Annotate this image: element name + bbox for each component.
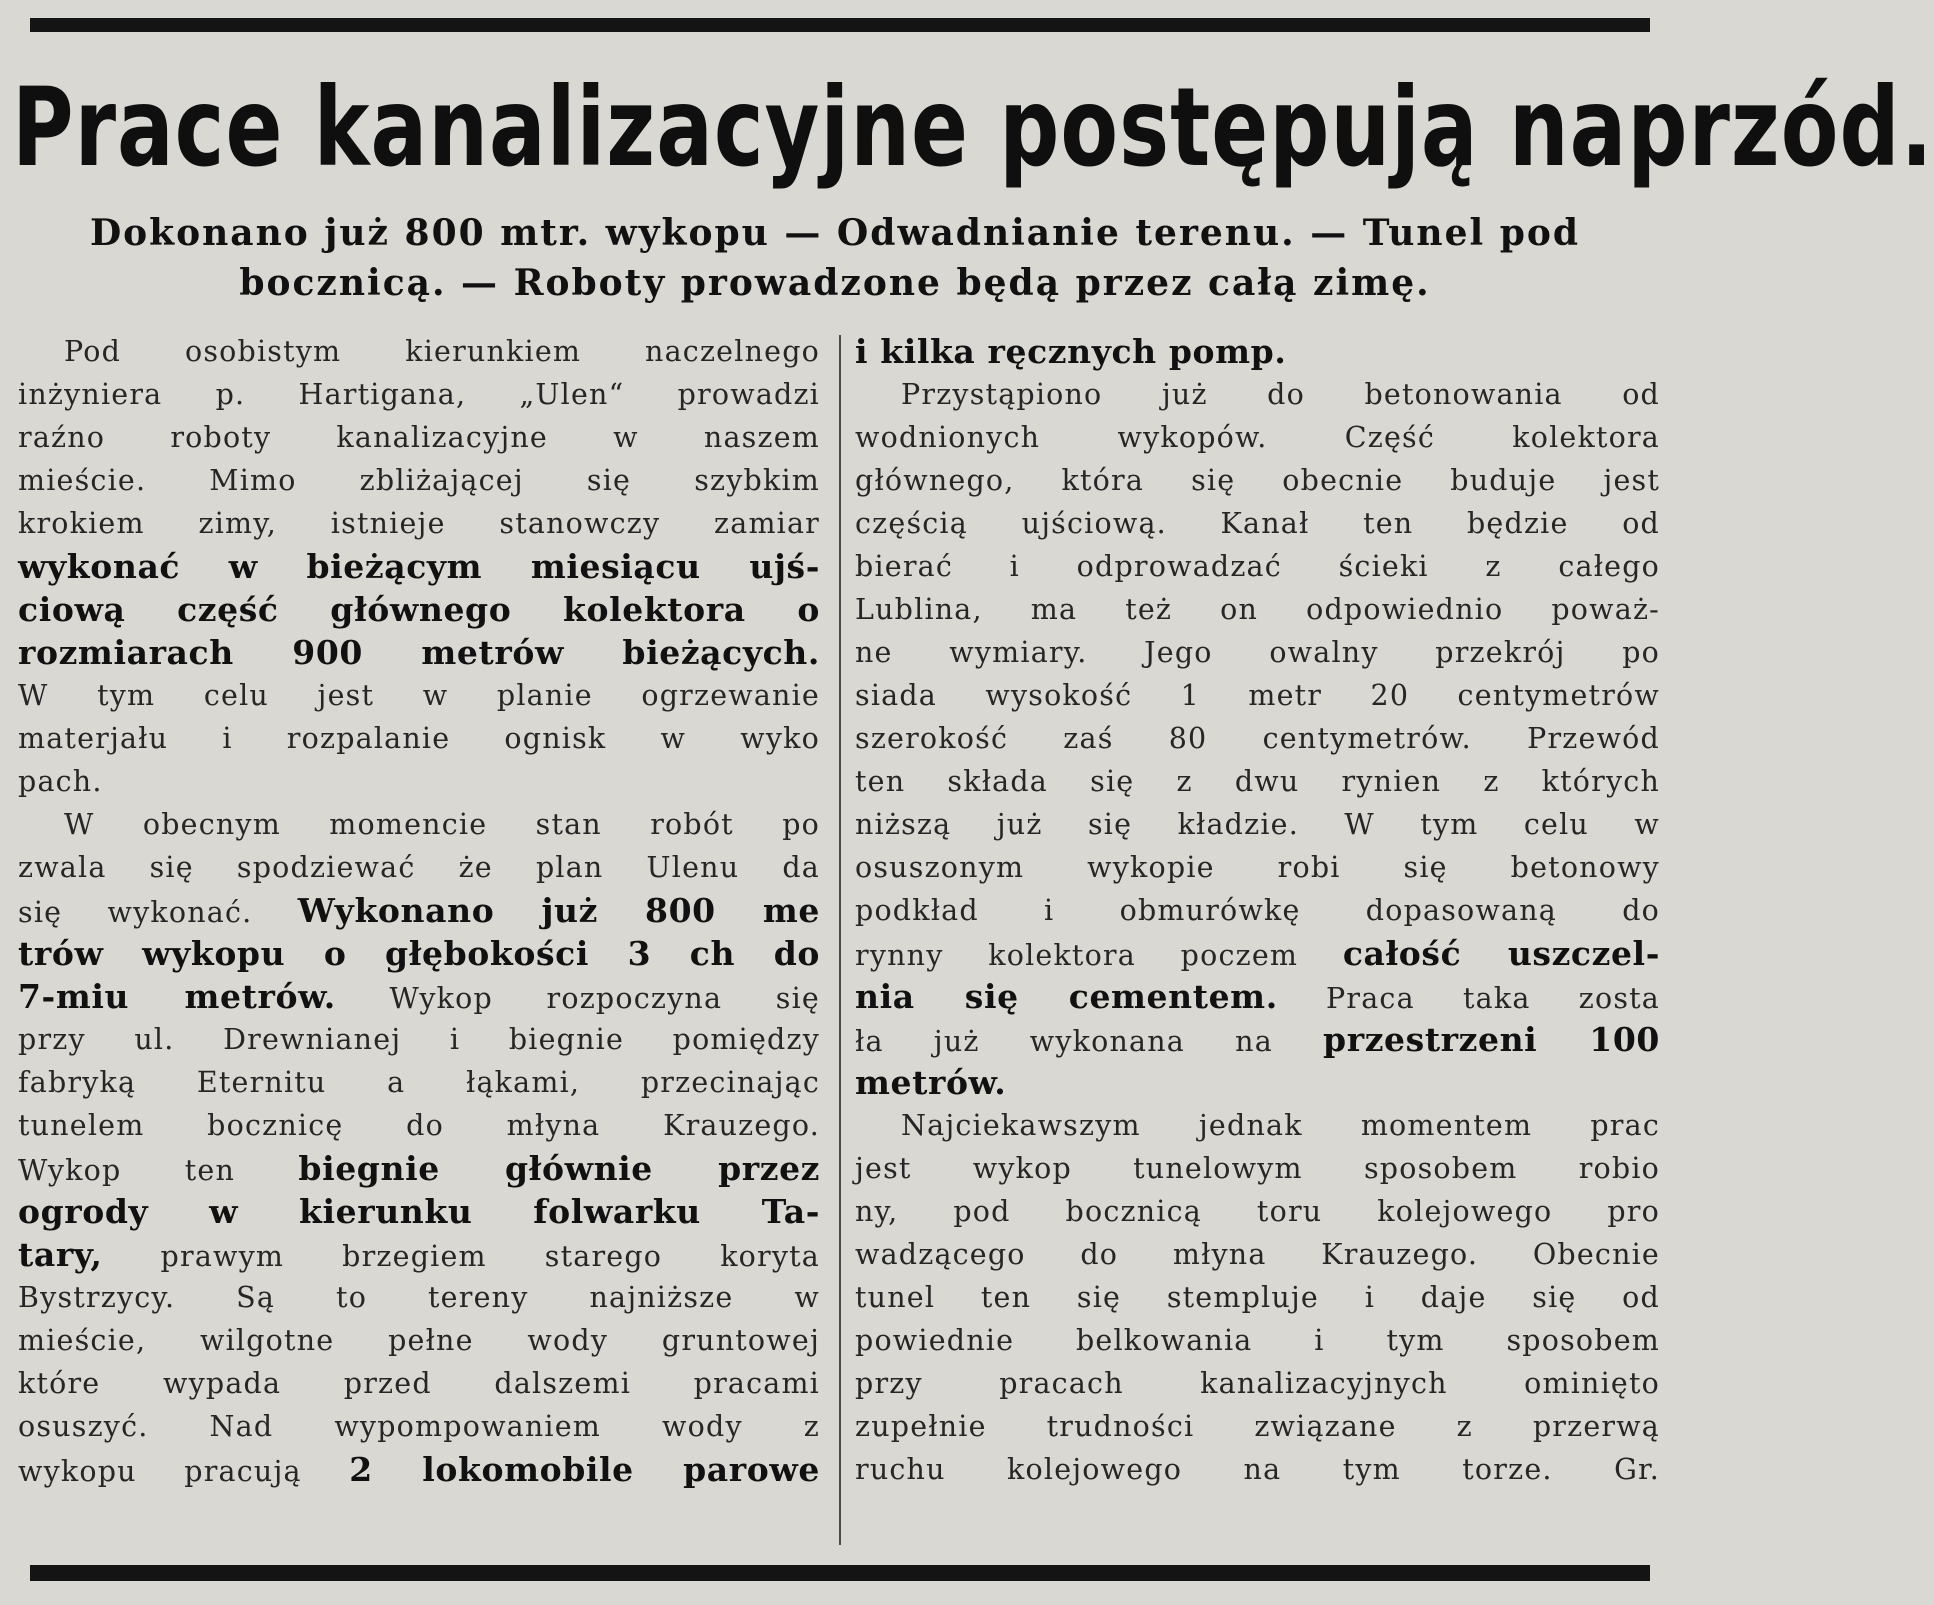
bold-text: nia się cementem.	[855, 977, 1278, 1016]
text-line	[18, 1147, 820, 1190]
text-line	[18, 631, 820, 674]
column-divider	[839, 335, 841, 1545]
text-line	[855, 846, 1660, 889]
text-line	[855, 1061, 1660, 1104]
body-text: jest wykop tunelowym sposobem robio	[855, 1152, 1660, 1185]
text-line	[18, 330, 820, 373]
text-line	[855, 803, 1660, 846]
body-text: fabryką Eternitu a łąkami, przecinając	[18, 1066, 820, 1099]
text-line	[855, 932, 1660, 975]
text-line	[855, 760, 1660, 803]
top-rule	[30, 18, 1650, 32]
text-line	[18, 674, 820, 717]
bold-text: trów wykopu o głębokości 3 ch do	[18, 934, 820, 973]
text-line	[855, 545, 1660, 588]
bold-text: przestrzeni 100	[1323, 1020, 1660, 1059]
text-line	[18, 1276, 820, 1319]
text-line	[18, 975, 820, 1018]
body-text: przy pracach kanalizacyjnych ominięto	[855, 1367, 1660, 1400]
body-text: W tym celu jest w planie ogrzewanie	[18, 679, 820, 712]
text-line	[18, 1362, 820, 1405]
body-text: zupełnie trudności związane z przerwą	[855, 1410, 1660, 1443]
text-line	[855, 1104, 1660, 1147]
text-line	[855, 502, 1660, 545]
bold-text: biegnie głównie przez	[298, 1149, 821, 1188]
body-text: pach.	[18, 765, 103, 798]
text-line	[18, 1061, 820, 1104]
body-text: Przystąpiono już do betonowania od	[901, 378, 1660, 411]
body-text: wykopu pracują	[18, 1455, 350, 1488]
bold-text: wykonać w bieżącym miesiącu ujś-	[18, 547, 820, 586]
text-line	[855, 1233, 1660, 1276]
body-text: prawym brzegiem starego koryta	[102, 1240, 820, 1273]
text-line	[18, 1104, 820, 1147]
body-text: ruchu kolejowego na tym torze. Gr.	[855, 1453, 1660, 1486]
text-line	[18, 846, 820, 889]
body-text: rynny kolektora poczem	[855, 939, 1343, 972]
body-text: materjału i rozpalanie ognisk w wyko	[18, 722, 820, 755]
body-text: ten składa się z dwu rynien z których	[855, 765, 1660, 798]
text-line	[855, 1018, 1660, 1061]
text-line	[18, 1018, 820, 1061]
text-line	[855, 975, 1660, 1018]
body-text: niższą już się kładzie. W tym celu w	[855, 808, 1660, 841]
bold-text: ogrody w kierunku folwarku Ta-	[18, 1192, 820, 1231]
bold-text: 2 lokomobile parowe	[349, 1450, 820, 1489]
body-text: przy ul. Drewnianej i biegnie pomiędzy	[18, 1023, 820, 1056]
bold-text: tary,	[18, 1235, 103, 1274]
headline: Prace kanalizacyjne postępują naprzód.	[12, 63, 1934, 192]
text-line	[855, 416, 1660, 459]
body-text: osuszonym wykopie robi się betonowy	[855, 851, 1660, 884]
text-line	[18, 1448, 820, 1491]
text-line	[855, 631, 1660, 674]
body-text: Praca taka zosta	[1277, 982, 1660, 1015]
text-line	[855, 1448, 1660, 1491]
text-line	[855, 717, 1660, 760]
body-text: Wykop rozpoczyna się	[335, 982, 820, 1015]
body-text: ne wymiary. Jego owalny przekrój po	[855, 636, 1660, 669]
text-line	[18, 459, 820, 502]
body-text: Lublina, ma też on odpowiednio poważ-	[855, 593, 1660, 626]
body-text: Pod osobistym kierunkiem naczelnego	[64, 335, 820, 368]
text-line	[855, 1276, 1660, 1319]
text-line	[18, 1319, 820, 1362]
bold-text: i kilka ręcznych pomp.	[855, 332, 1287, 371]
bold-text: rozmiarach 900 metrów bieżących.	[18, 633, 820, 672]
body-text: wadzącego do młyna Krauzego. Obecnie	[855, 1238, 1660, 1271]
text-line	[18, 717, 820, 760]
body-text: podkład i obmurówkę dopasowaną do	[855, 894, 1660, 927]
text-line	[18, 1405, 820, 1448]
bold-text: 7-miu metrów.	[18, 977, 336, 1016]
text-line	[18, 932, 820, 975]
body-text: bierać i odprowadzać ścieki z całego	[855, 550, 1660, 583]
body-text: inżyniera p. Hartigana, „Ulen“ prowadzi	[18, 378, 820, 411]
article-column-left	[18, 330, 820, 1491]
subheadline-line: bocznicą. — Roboty prowadzone będą przez całą zimę.	[239, 262, 1431, 304]
body-text: wodnionych wykopów. Część kolektora	[855, 421, 1660, 454]
text-line	[18, 545, 820, 588]
body-text: Najciekawszym jednak momentem prac	[901, 1109, 1660, 1142]
body-text: osuszyć. Nad wypompowaniem wody z	[18, 1410, 820, 1443]
text-line	[855, 1362, 1660, 1405]
body-text: ny, pod bocznicą toru kolejowego pro	[855, 1195, 1660, 1228]
article-column-right	[855, 330, 1660, 1491]
bold-text: ciową część głównego kolektora o	[18, 590, 820, 629]
body-text: tunel ten się stempluje i daje się od	[855, 1281, 1660, 1314]
body-text: szerokość zaś 80 centymetrów. Przewód	[855, 722, 1660, 755]
body-text: Bystrzycy. Są to tereny najniższe w	[18, 1281, 820, 1314]
text-line	[855, 1147, 1660, 1190]
body-text: mieście. Mimo zbliżającej się szybkim	[18, 464, 820, 497]
text-line	[18, 373, 820, 416]
text-line	[855, 889, 1660, 932]
body-text: zwala się spodziewać że plan Ulenu da	[18, 851, 820, 884]
text-line	[855, 674, 1660, 717]
text-line	[18, 1233, 820, 1276]
subheadline	[20, 208, 1650, 308]
body-text: Wykop ten	[18, 1154, 299, 1187]
text-line	[855, 1319, 1660, 1362]
text-line	[18, 1190, 820, 1233]
body-text: mieście, wilgotne pełne wody gruntowej	[18, 1324, 820, 1357]
text-line	[855, 459, 1660, 502]
body-text: ła już wykonana na	[855, 1025, 1324, 1058]
body-text: powiednie belkowania i tym sposobem	[855, 1324, 1660, 1357]
subheadline-line: Dokonano już 800 mtr. wykopu — Odwadnianie terenu. — Tunel pod	[89, 212, 1581, 254]
text-line	[18, 588, 820, 631]
text-line	[18, 803, 820, 846]
text-line	[855, 330, 1660, 373]
text-line	[855, 1190, 1660, 1233]
body-text: raźno roboty kanalizacyjne w naszem	[18, 421, 820, 454]
text-line	[18, 760, 820, 803]
body-text: tunelem bocznicę do młyna Krauzego.	[18, 1109, 820, 1142]
text-line	[18, 416, 820, 459]
text-line	[855, 1405, 1660, 1448]
body-text: się wykonać.	[18, 896, 298, 929]
body-text: głównego, która się obecnie buduje jest	[855, 464, 1660, 497]
text-line	[18, 889, 820, 932]
text-line	[855, 588, 1660, 631]
text-line	[855, 373, 1660, 416]
body-text: siada wysokość 1 metr 20 centymetrów	[855, 679, 1660, 712]
body-text: które wypada przed dalszemi pracami	[18, 1367, 820, 1400]
body-text: częścią ujściową. Kanał ten będzie od	[855, 507, 1660, 540]
body-text: krokiem zimy, istnieje stanowczy zamiar	[18, 507, 820, 540]
bold-text: całość uszczel-	[1342, 934, 1660, 973]
text-line	[18, 502, 820, 545]
bottom-rule	[30, 1565, 1650, 1581]
bold-text: metrów.	[855, 1063, 1007, 1102]
bold-text: Wykonano już 800 me	[297, 891, 820, 930]
body-text: W obecnym momencie stan robót po	[64, 808, 820, 841]
